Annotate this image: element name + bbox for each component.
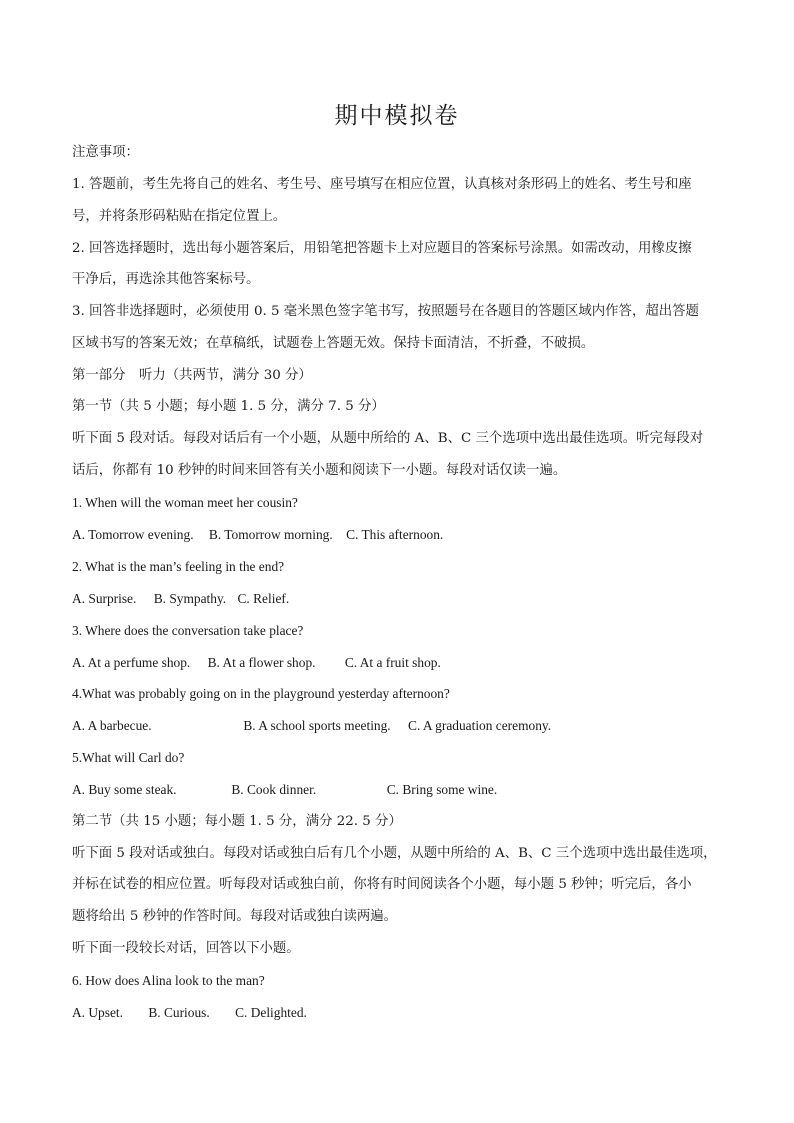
question-6-option-a: A. Upset.	[72, 1005, 123, 1020]
question-1-option-a: A. Tomorrow evening.	[72, 527, 194, 542]
section1-instruction-line-2: 话后，你都有 10 秒钟的时间来回答有关小题和阅读下一小题。每段对话仅读一遍。	[72, 463, 567, 478]
question-5-options	[72, 780, 732, 800]
question-6-stem: 6. How does Alina look to the man?	[72, 973, 265, 988]
question-1-option-c: C. This afternoon.	[346, 527, 444, 542]
question-4-stem: 4.What was probably going on in the playground yesterday afternoon?	[72, 686, 450, 701]
section2-heading: 第二节（共 15 小题；每小题 1. 5 分，满分 22. 5 分）	[72, 814, 402, 829]
question-3-stem: 3. Where does the conversation take place?	[72, 623, 304, 638]
question-1-options	[72, 525, 732, 545]
question-4-options	[72, 716, 732, 736]
question-5-option-b: B. Cook dinner.	[231, 782, 317, 797]
section2-sub-instruction: 听下面一段较长对话，回答以下小题。	[72, 941, 300, 956]
section1-instruction-line-1: 听下面 5 段对话。每段对话后有一个小题，从题中所给的 A、B、C 三个选项中选出最佳选项。听完每段对	[72, 431, 704, 446]
notice-item-2-line-1: 2. 回答选择题时，选出每小题答案后，用铅笔把答题卡上对应题目的答案标号涂黑。如需改动，用橡皮擦	[72, 241, 692, 256]
notice-item-1-line-2: 号，并将条形码粘贴在指定位置上。	[72, 209, 287, 224]
section2-instruction-line-1: 听下面 5 段对话或独白。每段对话或独白后有几个小题，从题中所给的 A、B、C 三个选项中选出最佳选项，	[72, 846, 717, 861]
question-6-options	[72, 1003, 732, 1023]
question-2-stem: 2. What is the man’s feeling in the end?	[72, 559, 285, 574]
notice-item-2-line-2: 干净后，再选涂其他答案标号。	[72, 272, 260, 287]
question-3-options	[72, 653, 732, 673]
question-3-option-b: B. At a flower shop.	[207, 655, 316, 670]
section1-heading: 第一节（共 5 小题；每小题 1. 5 分，满分 7. 5 分）	[72, 399, 385, 414]
page-title: 期中模拟卷	[334, 103, 460, 129]
question-3-option-c: C. At a fruit shop.	[344, 655, 441, 670]
question-2-option-b: B. Sympathy.	[153, 591, 227, 606]
question-4-option-b: B. A school sports meeting.	[243, 718, 391, 733]
part1-heading: 第一部分 听力（共两节，满分 30 分）	[72, 368, 312, 383]
section2-instruction-line-3: 题将给出 5 秒钟的作答时间。每段对话或独白读两遍。	[72, 909, 398, 924]
notice-item-3-line-2: 区域书写的答案无效；在草稿纸，试题卷上答题无效。保持卡面清洁，不折叠，不破损。	[72, 336, 595, 351]
question-4-option-a: A. A barbecue.	[72, 718, 152, 733]
question-5-stem: 5.What will Carl do?	[72, 750, 185, 765]
notice-heading: 注意事项：	[72, 145, 139, 160]
question-6-option-b: B. Curious.	[148, 1005, 210, 1020]
question-2-options	[72, 589, 732, 609]
question-5-option-c: C. Bring some wine.	[386, 782, 498, 797]
question-3-option-a: A. At a perfume shop.	[72, 655, 191, 670]
question-1-option-b: B. Tomorrow morning.	[208, 527, 333, 542]
question-6-option-c: C. Delighted.	[235, 1005, 307, 1020]
question-5-option-a: A. Buy some steak.	[72, 782, 177, 797]
question-2-option-c: C. Relief.	[237, 591, 290, 606]
section2-instruction-line-2: 并标在试卷的相应位置。听每段对话或独白前，你将有时间阅读各个小题，每小题 5 秒钟；听完后，各小	[72, 877, 692, 892]
notice-item-3-line-1: 3. 回答非选择题时，必须使用 0. 5 毫米黑色签字笔书写，按照题号在各题目的答题区域内作答，超出答题	[72, 304, 699, 319]
question-4-option-c: C. A graduation ceremony.	[408, 718, 552, 733]
question-2-option-a: A. Surprise.	[72, 591, 137, 606]
question-1-stem: 1. When will the woman meet her cousin?	[72, 495, 298, 510]
notice-item-1-line-1: 1. 答题前，考生先将自己的姓名、考生号、座号填写在相应位置，认真核对条形码上的姓名、考生号和座	[72, 177, 692, 192]
